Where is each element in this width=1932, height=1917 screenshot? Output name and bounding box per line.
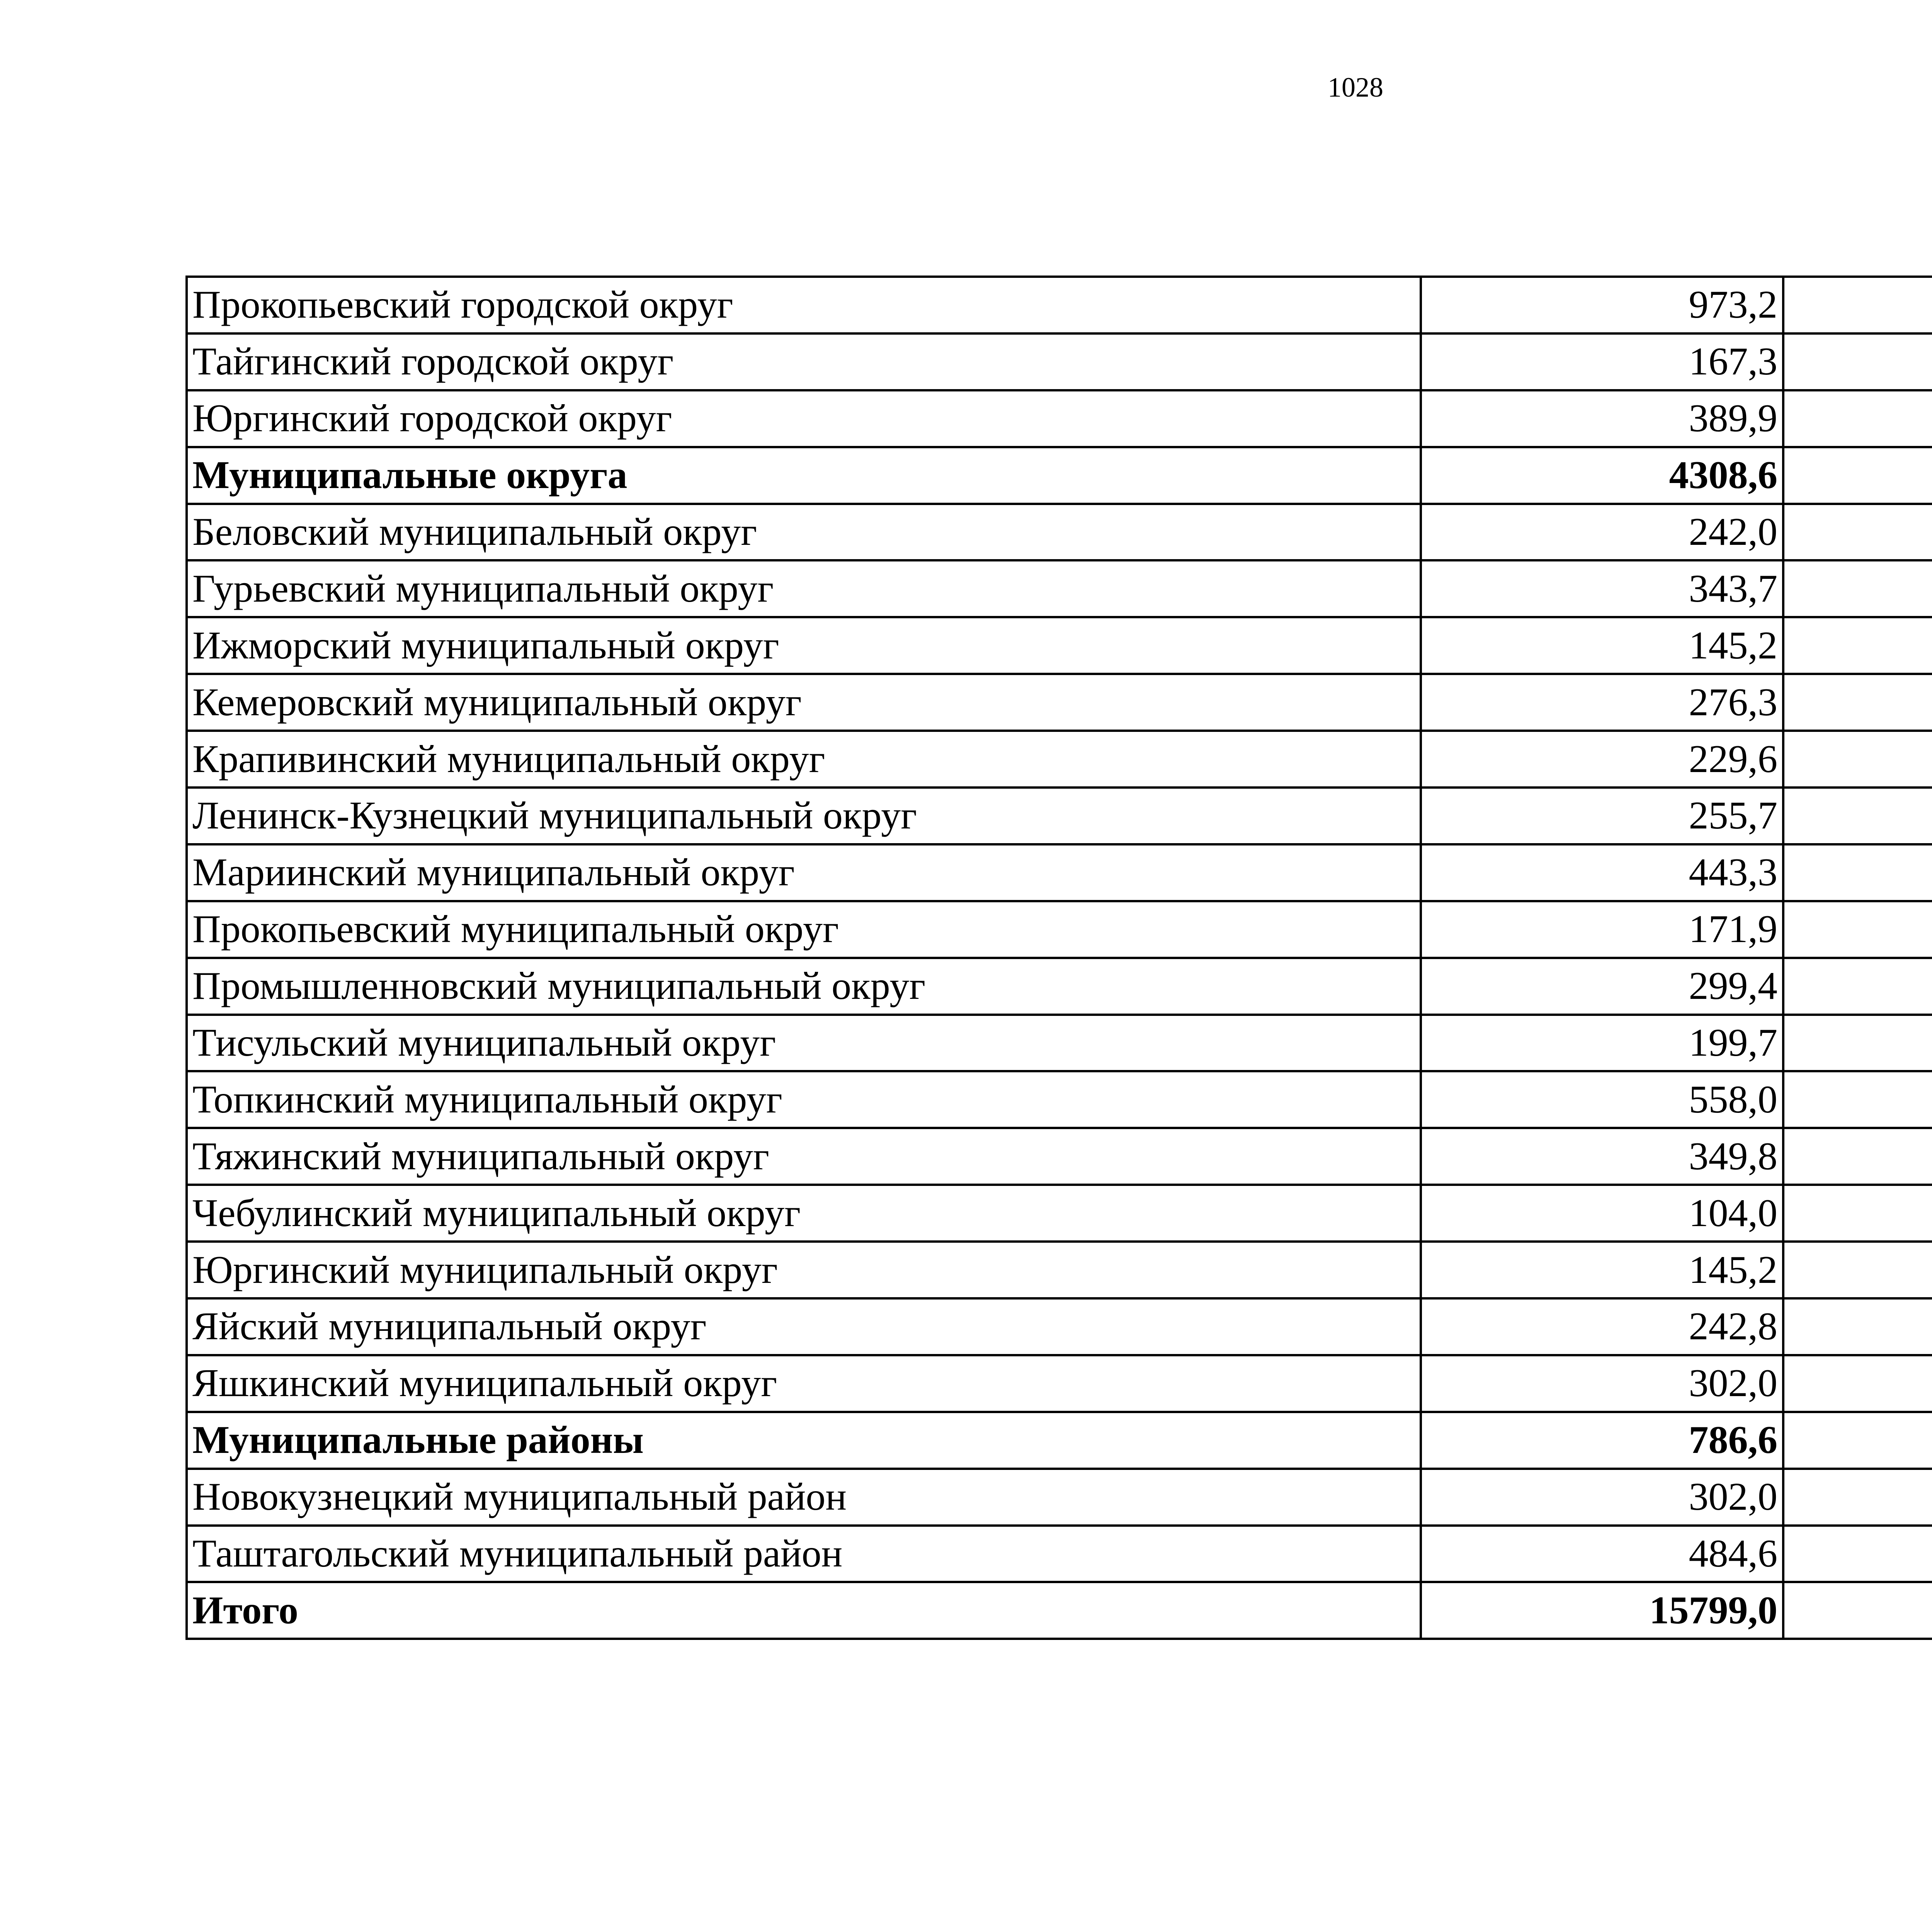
row-value-2-cell: [1783, 1526, 1932, 1582]
row-value-1-cell: 276,3: [1421, 674, 1783, 731]
row-value-1-cell: 167,3: [1421, 333, 1783, 390]
row-value-2-cell: [1783, 277, 1932, 333]
table-row: [187, 1128, 1932, 1185]
row-name-cell: Ижморский муниципальный округ: [187, 617, 1421, 674]
row-value-2-cell: [1783, 504, 1932, 561]
row-value-2-cell: [1783, 1582, 1932, 1639]
row-name-cell: Яйский муниципальный округ: [187, 1298, 1421, 1355]
row-value-2-cell: [1783, 447, 1932, 504]
row-value-2-cell: [1783, 1015, 1932, 1072]
row-name-cell: Тяжинский муниципальный округ: [187, 1128, 1421, 1185]
row-value-2-cell: [1783, 1071, 1932, 1128]
row-value-2-cell: [1783, 674, 1932, 731]
table-row: [187, 277, 1932, 333]
row-value-1-cell: 558,0: [1421, 1071, 1783, 1128]
row-name-cell: Юргинский муниципальный округ: [187, 1242, 1421, 1298]
row-value-1-cell: 145,2: [1421, 617, 1783, 674]
row-value-2-cell: [1783, 390, 1932, 447]
row-value-1-cell: 242,0: [1421, 504, 1783, 561]
row-value-1-cell: 389,9: [1421, 390, 1783, 447]
row-name-cell: Таштагольский муниципальный район: [187, 1526, 1421, 1582]
row-name-cell: Тисульский муниципальный округ: [187, 1015, 1421, 1072]
row-value-2-cell: [1783, 1128, 1932, 1185]
table-row: [187, 674, 1932, 731]
row-value-1-cell: 171,9: [1421, 901, 1783, 958]
table-row: [187, 617, 1932, 674]
row-name-cell: Беловский муниципальный округ: [187, 504, 1421, 561]
page-number: 1028: [1328, 72, 1383, 103]
row-name-cell: Прокопьевский городской округ: [187, 277, 1421, 333]
row-name-cell: Прокопьевский муниципальный округ: [187, 901, 1421, 958]
table-row: [187, 1185, 1932, 1242]
row-value-1-cell: 15799,0: [1421, 1582, 1783, 1639]
row-name-cell: Яшкинский муниципальный округ: [187, 1355, 1421, 1412]
row-value-1-cell: 4308,6: [1421, 447, 1783, 504]
table-row: [187, 901, 1932, 958]
row-value-1-cell: 973,2: [1421, 277, 1783, 333]
table-row: [187, 1526, 1932, 1582]
row-value-1-cell: 349,8: [1421, 1128, 1783, 1185]
row-name-cell: Ленинск-Кузнецкий муниципальный округ: [187, 788, 1421, 844]
row-name-cell: Муниципальные районы: [187, 1412, 1421, 1469]
row-value-2-cell: [1783, 560, 1932, 617]
row-value-2-cell: [1783, 731, 1932, 788]
budget-table: [185, 276, 1932, 1640]
table-row: [187, 731, 1932, 788]
table-row: [187, 390, 1932, 447]
table-row: [187, 333, 1932, 390]
row-value-1-cell: 145,2: [1421, 1242, 1783, 1298]
row-name-cell: Промышленновский муниципальный округ: [187, 958, 1421, 1015]
table-row: [187, 958, 1932, 1015]
table-row-total: [187, 1412, 1932, 1469]
row-name-cell: Итого: [187, 1582, 1421, 1639]
row-value-1-cell: 302,0: [1421, 1469, 1783, 1526]
row-value-1-cell: 242,8: [1421, 1298, 1783, 1355]
table-row: [187, 1298, 1932, 1355]
table-row: [187, 788, 1932, 844]
table-row: [187, 560, 1932, 617]
row-value-1-cell: 104,0: [1421, 1185, 1783, 1242]
row-name-cell: Гурьевский муниципальный округ: [187, 560, 1421, 617]
table-row: [187, 844, 1932, 901]
row-value-2-cell: [1783, 1185, 1932, 1242]
table-row: [187, 1242, 1932, 1298]
table-row-total: [187, 1582, 1932, 1639]
row-name-cell: Чебулинский муниципальный округ: [187, 1185, 1421, 1242]
row-value-2-cell: [1783, 1412, 1932, 1469]
row-value-1-cell: 484,6: [1421, 1526, 1783, 1582]
row-value-2-cell: [1783, 1469, 1932, 1526]
row-name-cell: Мариинский муниципальный округ: [187, 844, 1421, 901]
row-value-2-cell: [1783, 1242, 1932, 1298]
row-value-1-cell: 199,7: [1421, 1015, 1783, 1072]
table-row: [187, 504, 1932, 561]
table-row-total: [187, 447, 1932, 504]
row-value-1-cell: 255,7: [1421, 788, 1783, 844]
table-row: [187, 1469, 1932, 1526]
row-name-cell: Юргинский городской округ: [187, 390, 1421, 447]
table-row: [187, 1071, 1932, 1128]
row-name-cell: Кемеровский муниципальный округ: [187, 674, 1421, 731]
row-value-1-cell: 302,0: [1421, 1355, 1783, 1412]
table-body: [187, 277, 1932, 1639]
row-value-2-cell: [1783, 1298, 1932, 1355]
row-value-1-cell: 786,6: [1421, 1412, 1783, 1469]
row-value-2-cell: [1783, 333, 1932, 390]
row-name-cell: Крапивинский муниципальный округ: [187, 731, 1421, 788]
row-value-1-cell: 299,4: [1421, 958, 1783, 1015]
row-name-cell: Новокузнецкий муниципальный район: [187, 1469, 1421, 1526]
row-value-1-cell: 229,6: [1421, 731, 1783, 788]
table-row: [187, 1355, 1932, 1412]
row-value-2-cell: [1783, 958, 1932, 1015]
row-name-cell: Муниципальные округа: [187, 447, 1421, 504]
row-name-cell: Тайгинский городской округ: [187, 333, 1421, 390]
row-value-2-cell: [1783, 844, 1932, 901]
table-row: [187, 1015, 1932, 1072]
row-value-1-cell: 443,3: [1421, 844, 1783, 901]
row-value-2-cell: [1783, 1355, 1932, 1412]
row-value-2-cell: [1783, 901, 1932, 958]
row-value-1-cell: 343,7: [1421, 560, 1783, 617]
row-value-2-cell: [1783, 788, 1932, 844]
row-name-cell: Топкинский муниципальный округ: [187, 1071, 1421, 1128]
row-value-2-cell: [1783, 617, 1932, 674]
